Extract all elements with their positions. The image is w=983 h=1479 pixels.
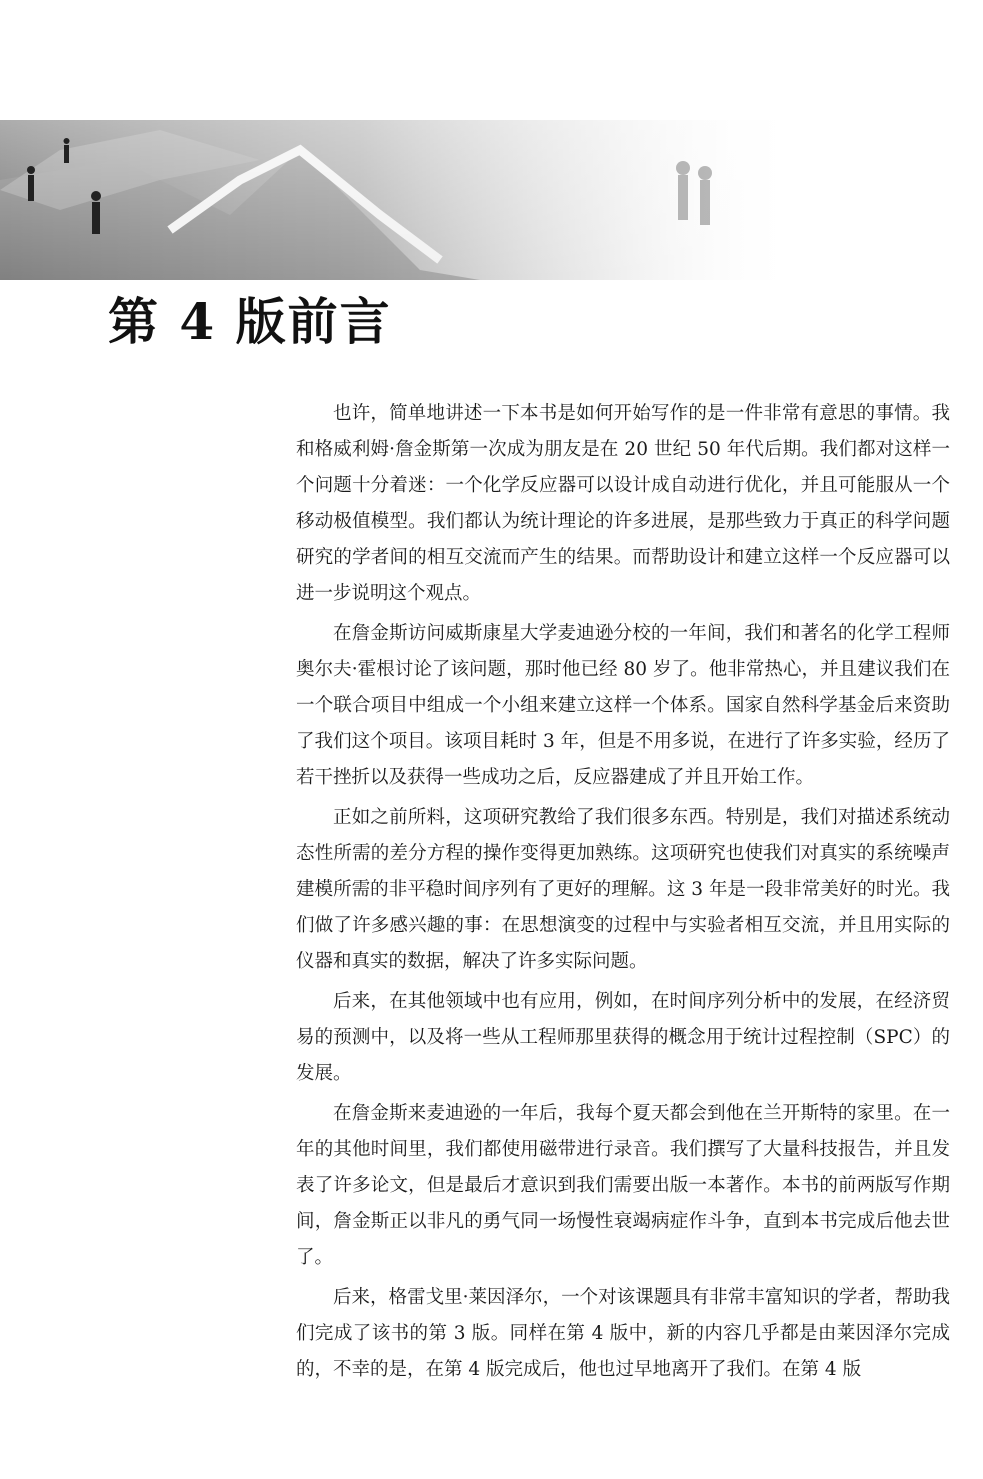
paragraph: 也许，简单地讲述一下本书是如何开始写作的是一件非常有意思的事情。我和格威利姆·詹金斯第一次成为朋友是在 20 世纪 50 年代后期。我们都对这样一个问题十分着迷：一个化学反应器可以设计成自动进行优化，并且可能服从一个移动极值模型。我们都认为统计理论的许多进展，是那些致力于真正的科学问题研究的学者间的相互交流而产生的结果。而帮助设计和建立这样一个反应器可以进一步说明这个观点。 [296, 403, 950, 604]
paragraph: 在詹金斯来麦迪逊的一年后，我每个夏天都会到他在兰开斯特的家里。在一年的其他时间里，我们都使用磁带进行录音。我们撰写了大量科技报告，并且发表了许多论文，但是最后才意识到我们需要出版一本著作。本书的前两版写作期间，詹金斯正以非凡的勇气同一场慢性衰竭病症作斗争，直到本书完成后他去世了。 [296, 1103, 950, 1268]
header-banner-image [0, 120, 800, 280]
preface-body [296, 396, 950, 1392]
paragraph: 在詹金斯访问威斯康星大学麦迪逊分校的一年间，我们和著名的化学工程师奥尔夫·霍根讨论了该问题，那时他已经 80 岁了。他非常热心，并且建议我们在一个联合项目中组成一个小组来建立这样一个体系。国家自然科学基金后来资助了我们这个项目。该项目耗时 3 年，但是不用多说，在进行了许多实验，经历了若干挫折以及获得一些成功之后，反应器建成了并且开始工作。 [296, 623, 950, 788]
paragraph: 正如之前所料，这项研究教给了我们很多东西。特别是，我们对描述系统动态性所需的差分方程的操作变得更加熟练。这项研究也使我们对真实的系统噪声建模所需的非平稳时间序列有了更好的理解。这 3 年是一段非常美好的时光。我们做了许多感兴趣的事：在思想演变的过程中与实验者相互交流，并且用实际的仪器和真实的数据，解决了许多实际问题。 [296, 807, 950, 972]
paragraph: 后来，在其他领域中也有应用，例如，在时间序列分析中的发展，在经济贸易的预测中，以及将一些从工程师那里获得的概念用于统计过程控制（SPC）的发展。 [296, 991, 950, 1084]
paragraph: 后来，格雷戈里·莱因泽尔，一个对该课题具有非常丰富知识的学者，帮助我们完成了该书的第 3 版。同样在第 4 版中，新的内容几乎都是由莱因泽尔完成的，不幸的是，在第 4 版完成后，他也过早地离开了我们。在第 4 版 [296, 1287, 950, 1380]
page-title: 第 4 版前言 [108, 292, 392, 351]
